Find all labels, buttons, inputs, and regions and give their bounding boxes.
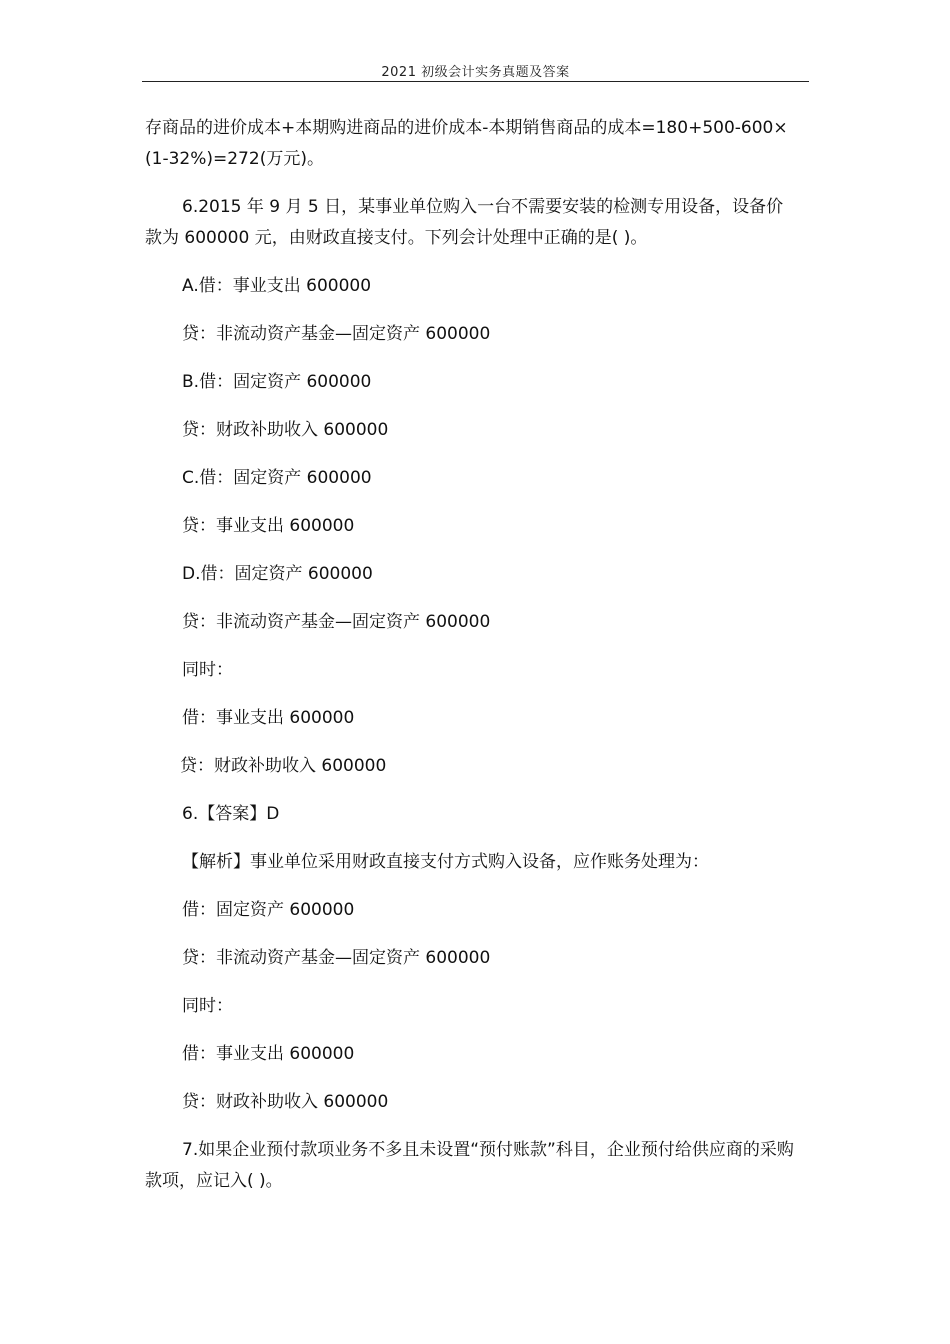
question-7-stem: 7.如果企业预付款项业务不多且未设置“预付账款”科目，企业预付给供应商的采购款项，应记入( )。 [145,1140,794,1191]
option-a-debit: A.借：事业支出 600000 [182,276,372,296]
option-d-credit: 贷：非流动资产基金—固定资产 600000 [182,612,491,632]
page-header-title: 2021 初级会计实务真题及答案 [381,65,570,80]
analysis-second-credit-entry: 贷：财政补助收入 600000 [182,1092,389,1112]
continuation-paragraph: 存商品的进价成本+本期购进商品的进价成本-本期销售商品的成本=180+500-600×(1-32%)=272(万元)。 [145,118,788,169]
analysis-second-debit-entry: 借：事业支出 600000 [182,1044,355,1064]
option-d-second-debit: 借：事业支出 600000 [182,708,355,728]
question-6-stem: 6.2015 年 9 月 5 日，某事业单位购入一台不需要安装的检测专用设备，设备价款为 600000 元，由财政直接支付。下列会计处理中正确的是( )。 [145,197,784,248]
option-d-debit: D.借：固定资产 600000 [182,564,373,584]
analysis-meanwhile: 同时： [182,996,233,1016]
option-b-credit: 贷：财政补助收入 600000 [182,420,389,440]
option-c-debit: C.借：固定资产 600000 [182,468,372,488]
option-d-second-credit: 贷：财政补助收入 600000 [180,756,387,776]
question-6-answer: 6.【答案】D [182,804,280,824]
option-c-credit: 贷：事业支出 600000 [182,516,355,536]
option-d-meanwhile: 同时： [182,660,233,680]
option-a-credit: 贷：非流动资产基金—固定资产 600000 [182,324,491,344]
option-b-debit: B.借：固定资产 600000 [182,372,372,392]
question-6-analysis: 【解析】事业单位采用财政直接支付方式购入设备，应作账务处理为： [182,852,709,872]
header-divider [142,81,809,82]
analysis-debit-entry: 借：固定资产 600000 [182,900,355,920]
document-body [145,113,800,1214]
analysis-credit-entry: 贷：非流动资产基金—固定资产 600000 [182,948,491,968]
